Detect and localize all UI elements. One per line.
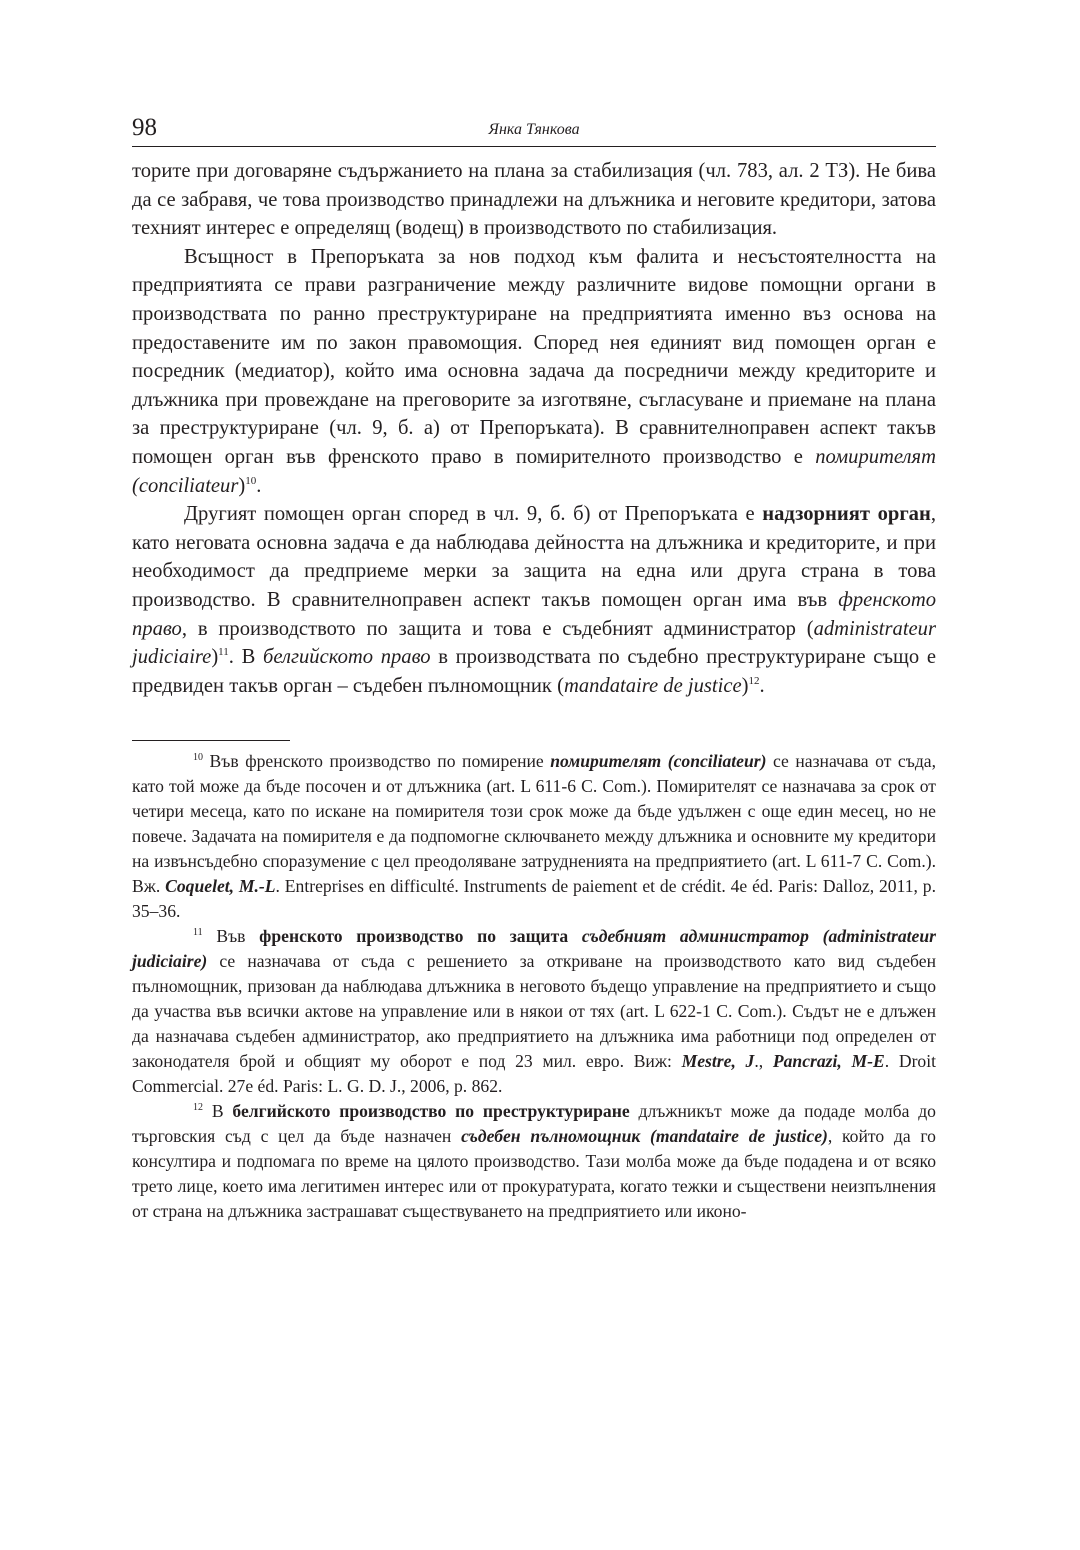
paragraph-1: торите при договаряне съдържанието на плана за стабилизация (чл. 783, ал. 2 ТЗ). Не бива да се забравя, че това производство принадлежи на длъжника и неговите кредитори, затова техният интерес е определящ (водещ) в производството по стабилизация.: [132, 160, 936, 240]
text-run: се назначава от съда, като той може да бъде посочен и от длъжника (art. L 611-6 C. Com.). Помирителят се назначава за срок от четири месеца, като по искане на помирителя този срок може да бъде удължен с още един месец, но не повече. Задачата на помирителя е да подпомогне сключването между длъжника и основните му кредитори на извънсъдебно споразумение с цел преодоляване затрудненията на предприятието (art. L 611-7 C. Com.). Вж.: [132, 751, 937, 897]
term: съдебният администратор (administrateur judiciaire): [132, 926, 936, 972]
paragraph-2: [132, 243, 936, 500]
paren: ): [211, 646, 219, 669]
citation-author: Pancrazi, M-E: [772, 1051, 885, 1072]
period: .: [759, 674, 765, 697]
footnote-ref-11[interactable]: 11: [218, 646, 229, 659]
term: френското производство по защита: [259, 926, 569, 947]
text-run: се назначава от съда с решението за откриване на производството като вид съдебен пълномощник, призован да наблюдава длъжника в неговото бъдещо управление на предприятието и също да участва във всички актове на управление или в някои от тях (art. L 622-1 C. Com.). Съдът не е длъжен да назначава съдебен администратор, ако предприятието на длъжника има работници под определен от законодателя брой и общият му оборот е под 23 мил. евро. Виж:: [132, 951, 936, 1072]
text-run: В: [203, 1101, 233, 1122]
term-conciliateur: помирителят (conciliateur: [132, 445, 936, 497]
footnote-10: [132, 749, 936, 924]
space: [568, 926, 582, 946]
term: помирителят (conciliateur): [550, 751, 767, 772]
text-run: , като неговата основна задача е да наблюдава дейността на длъжника и кредиторите, и при необходимост да предприеме мерки за защита на една или друга страна в това производство. В сравнителноправен аспект такъв помощен орган има във: [132, 503, 936, 611]
paren: ): [741, 674, 749, 697]
footnote-number: 10: [193, 752, 203, 764]
term-administrateur: administrateur judiciaire: [132, 617, 936, 669]
term: белгийското производство по преструктуриране: [232, 1101, 630, 1122]
footnote-number: 11: [193, 927, 203, 939]
footnotes: [132, 749, 936, 1224]
text-run: , който да го консултира и подпомага по време на цялото производство. Тази молба може да бъде подадена и от всяко трето лице, което има легитимен интерес или от прокуратурата, когато тежки и съществени неизпълнения от страна на длъжника застрашават съществуването на предприятието или иконо-: [132, 1126, 936, 1222]
text-run: .,: [754, 1051, 773, 1072]
text-run: , в производството по защита и това е съдебният администратор (: [181, 617, 814, 640]
term-supervisory-body: надзорният орган: [762, 503, 931, 526]
paren: ): [238, 474, 246, 497]
text-run: Във френското производство по помирение: [203, 751, 551, 772]
text-run: . В: [228, 646, 263, 669]
citation-author: Mestre, J: [681, 1051, 755, 1072]
paragraph-3: [132, 500, 936, 700]
footnote-number: 12: [193, 1102, 203, 1114]
text-run: Другият помощен орган според в чл. 9, б. б) от Препоръката е: [184, 503, 763, 526]
citation-author: Coquelet, M.-L: [165, 876, 276, 897]
running-header: [132, 112, 936, 147]
main-text: [132, 157, 936, 700]
footnote-separator: [132, 740, 290, 741]
page: [132, 112, 936, 1224]
footnote-ref-12[interactable]: 12: [748, 674, 760, 687]
text-run: Във: [202, 926, 260, 947]
footnote-11: [132, 924, 936, 1099]
period: .: [256, 474, 262, 497]
text-run: в производствата по съдебно преструктуриране също е предвиден такъв орган – съдебен пълномощник (: [132, 646, 937, 697]
term-belgian-law: белгийското право: [262, 646, 431, 669]
footnote-ref-10[interactable]: 10: [245, 474, 257, 487]
text-run: . Droit Commercial. 27e éd. Paris: L. G. D. J., 2006, p. 862.: [132, 1051, 936, 1097]
text-run: . Entreprises en difficulté. Instruments de paiement et de crédit. 4e éd. Paris: Dalloz, 2011, p. 35–36.: [132, 876, 936, 922]
page-number: 98: [132, 114, 157, 141]
running-head-author: Янка Тянкова: [488, 121, 580, 138]
term-mandataire: mandataire de justice: [563, 674, 742, 697]
paragraph-2-text: Всъщност в Препоръката за нов подход към фалита и несъстоятелността на предприятията се прави разграничение между различните видове помощни органи в производствата по ранно преструктуриране на предприятията именно въз основа на предоставените им по закон правомощия. Според нея единият вид помощен орган е посредник (медиатор), който има основна задача да посредничи между кредиторите и длъжника при провеждане на преговорите за изготвяне, съгласуване и приемане на плана за преструктуриране (чл. 9, б. а) от Препоръката). В сравнителноправен аспект такъв помощен орган във френското право в помирителното производство е: [132, 245, 936, 468]
term: съдебен пълномощник (mandataire de justice): [461, 1126, 828, 1147]
term-french-law: френското право: [132, 588, 936, 640]
footnote-12: [132, 1099, 936, 1224]
text-run: длъжникът може да подаде молба до търговския съд с цел да бъде назначен: [132, 1101, 936, 1147]
